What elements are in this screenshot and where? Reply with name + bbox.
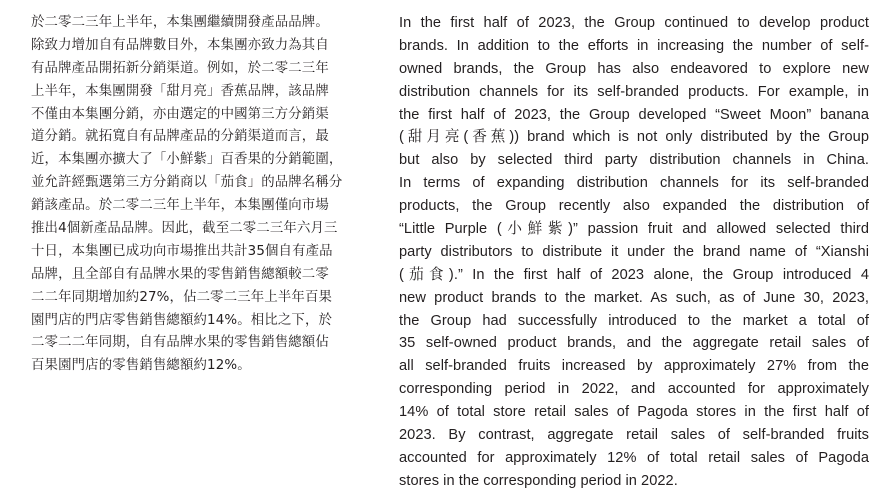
english-line: new product brands to the market. As such, as of June 30, 2023,: [399, 289, 869, 306]
chinese-line: 品牌，且全部自有品牌水果的零售銷售總額較二零: [31, 266, 329, 282]
english-line: party distributors to distribute it under the brand name of “Xianshi: [399, 243, 869, 260]
chinese-line: 二二年同期增加約27%，佔二零二三年上半年百果: [31, 289, 333, 305]
english-line: 14% of total store retail sales of Pagoda stores in the first half of: [399, 404, 869, 421]
english-line: the first half of 2023, the Group developed “Sweet Moon” banana: [399, 106, 869, 123]
chinese-line: 銷該產品。於二零二三年上半年，本集團僅向市場: [31, 198, 329, 214]
chinese-line: 道分銷。就拓寬自有品牌產品的分銷渠道而言，最: [31, 129, 329, 145]
chinese-line: 二零二二年同期，自有品牌水果的零售銷售總額佔: [31, 335, 329, 351]
english-line: (茄食).” In the first half of 2023 alone, the Group introduced 4: [399, 266, 869, 283]
english-line: the Group had successfully introduced to the market a total of: [399, 312, 869, 329]
english-line: but also by selected third party distribution channels in China.: [399, 152, 869, 169]
english-line: (甜月亮(香蕉)) brand which is not only distributed by the Group: [399, 129, 869, 146]
english-paragraph: [399, 12, 869, 493]
english-line: accounted for approximately 12% of total retail sales of Pagoda: [399, 449, 869, 466]
chinese-line: 推出4個新產品品牌。因此，截至二零二三年六月三: [31, 221, 338, 237]
chinese-line: 園門店的門店零售銷售總額約14%。相比之下，於: [31, 312, 333, 328]
english-line: distribution channels for its self-branded products. For example, in: [399, 83, 869, 100]
english-line: brands. In addition to the efforts in increasing the number of self-: [399, 37, 869, 54]
chinese-line: 於二零二三年上半年，本集團繼續開發產品品牌。: [31, 15, 329, 30]
english-line: owned brands, the Group has also endeavored to explore new: [399, 60, 869, 77]
chinese-paragraph: [31, 12, 381, 378]
chinese-line: 並允許經甄選第三方分銷商以「茄食」的品牌名稱分: [31, 175, 343, 191]
chinese-line: 近，本集團亦擴大了「小鮮紫」百香果的分銷範圍，: [31, 152, 343, 168]
chinese-line: 上半年，本集團開發「甜月亮」香蕉品牌，該品牌: [31, 83, 329, 99]
chinese-line: 不僅由本集團分銷，亦由選定的中國第三方分銷渠: [31, 106, 329, 122]
english-line: In terms of expanding distribution channels for its self-branded: [399, 175, 869, 192]
english-line: stores in the corresponding period in 2022.: [399, 472, 678, 489]
english-line: “Little Purple (小鮮紫)” passion fruit and allowed selected third: [399, 221, 869, 238]
english-line: products, the Group recently also expanded the distribution of: [399, 198, 869, 215]
chinese-line: 除致力增加自有品牌數目外，本集團亦致力為其自: [31, 37, 329, 53]
chinese-line: 十日，本集團已成功向市場推出共計35個自有產品: [31, 243, 333, 259]
english-line: In the first half of 2023, the Group continued to develop product: [399, 15, 869, 31]
english-line: 35 self-owned product brands, and the aggregate retail sales of: [399, 335, 869, 352]
english-line: 2023. By contrast, aggregate retail sales of self-branded fruits: [399, 427, 869, 444]
chinese-line: 百果園門店的零售銷售總額約12%。: [31, 358, 251, 374]
english-line: all self-branded fruits increased by approximately 27% from the: [399, 358, 869, 375]
english-line: corresponding period in 2022, and accounted for approximately: [399, 381, 869, 398]
chinese-line: 有品牌產品開拓新分銷渠道。例如，於二零二三年: [31, 60, 329, 76]
